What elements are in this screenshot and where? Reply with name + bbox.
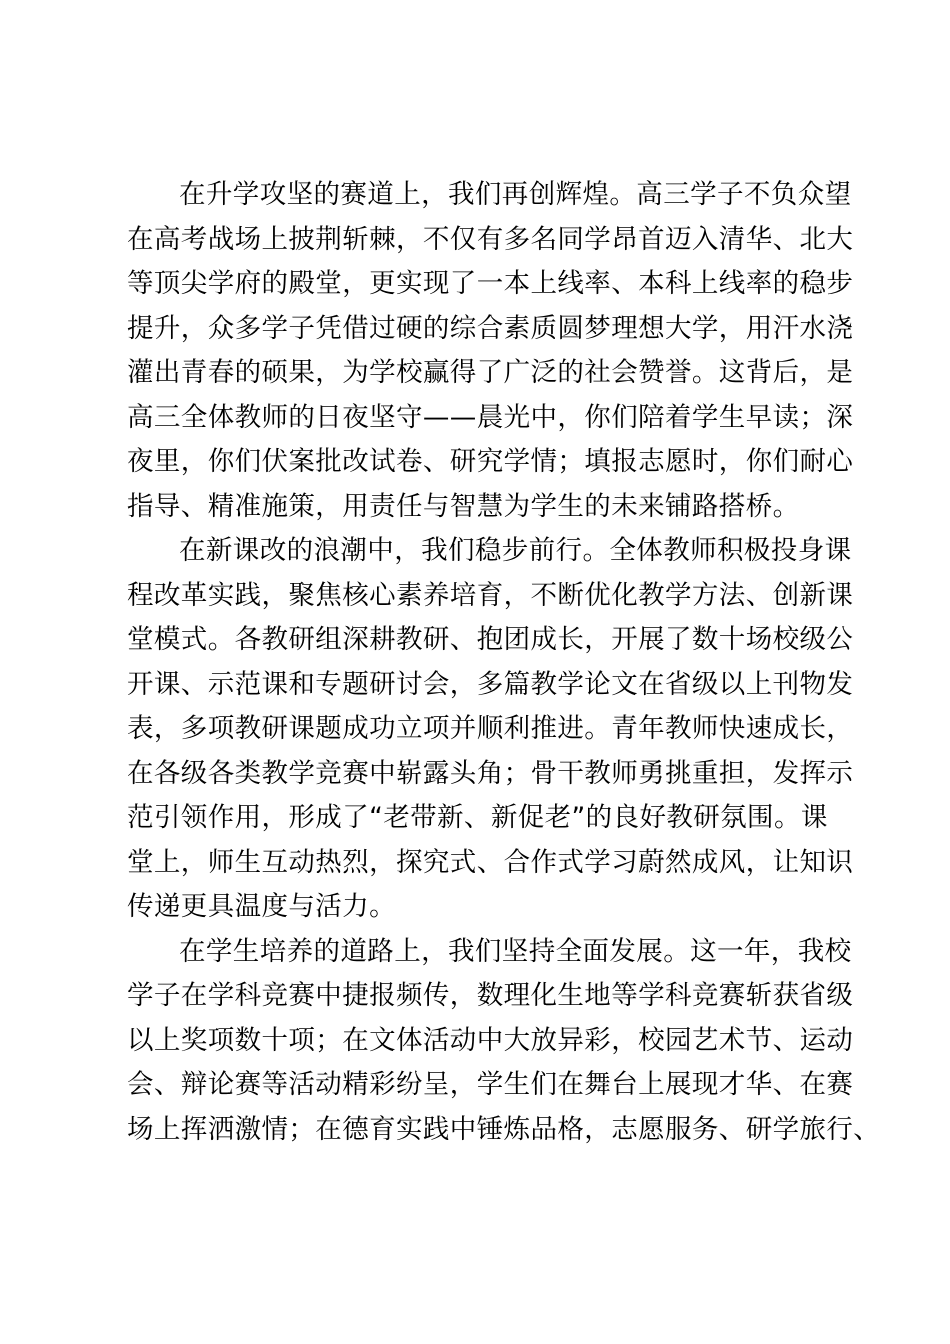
text-line: 提升，众多学子凭借过硬的综合素质圆梦理想大学，用汗水浇: [127, 312, 854, 344]
text-line: 灌出青春的硕果，为学校赢得了广泛的社会赞誉。这背后，是: [127, 357, 854, 388]
text-line: 传递更具温度与活力。: [127, 891, 396, 922]
text-line: 开课、示范课和专题研讨会，多篇教学论文在省级以上刊物发: [127, 668, 854, 700]
text-line: 在学生培养的道路上，我们坚持全面发展。这一年，我校: [179, 935, 852, 967]
text-line: 程改革实践，聚焦核心素养培育，不断优化教学方法、创新课: [127, 579, 854, 611]
text-line: 在新课改的浪潮中，我们稳步前行。全体教师积极投身课: [179, 535, 852, 566]
text-line: 堂上，师生互动热烈，探究式、合作式学习蔚然成风，让知识: [127, 846, 854, 878]
text-line: 学子在学科竞赛中捷报频传，数理化生地等学科竞赛斩获省级: [127, 980, 854, 1011]
text-line: 在高考战场上披荆斩棘，不仅有多名同学昂首迈入清华、北大: [127, 223, 854, 255]
text-line: 夜里，你们伏案批改试卷、研究学情；填报志愿时，你们耐心: [127, 446, 854, 477]
text-line: 在各级各类教学竞赛中崭露头角；骨干教师勇挑重担，发挥示: [127, 757, 854, 789]
paragraph-curriculum-reform: [127, 529, 854, 930]
paragraph-college-admission: [127, 173, 854, 529]
document-body: [127, 173, 881, 1152]
text-line: 场上挥洒激情；在德育实践中锤炼品格，志愿服务、研学旅行、: [127, 1113, 881, 1145]
text-line: 堂模式。各教研组深耕教研、抱团成长，开展了数十场校级公: [127, 624, 854, 655]
text-line: 范引领作用，形成了“老带新、新促老”的良好教研氛围。课: [127, 802, 828, 833]
text-line: 会、辩论赛等活动精彩纷呈，学生们在舞台上展现才华、在赛: [127, 1069, 854, 1100]
text-line: 以上奖项数十项；在文体活动中大放异彩，校园艺术节、运动: [127, 1024, 854, 1056]
text-line: 表，多项教研课题成功立项并顺利推进。青年教师快速成长，: [127, 713, 854, 744]
text-line: 指导、精准施策，用责任与智慧为学生的未来铺路搭桥。: [127, 490, 800, 522]
paragraph-student-development: [127, 930, 881, 1153]
text-line: 等顶尖学府的殿堂，更实现了一本上线率、本科上线率的稳步: [127, 268, 854, 299]
text-line: 高三全体教师的日夜坚守——晨光中，你们陪着学生早读；深: [127, 401, 854, 433]
text-line: 在升学攻坚的赛道上，我们再创辉煌。高三学子不负众望: [179, 179, 852, 210]
